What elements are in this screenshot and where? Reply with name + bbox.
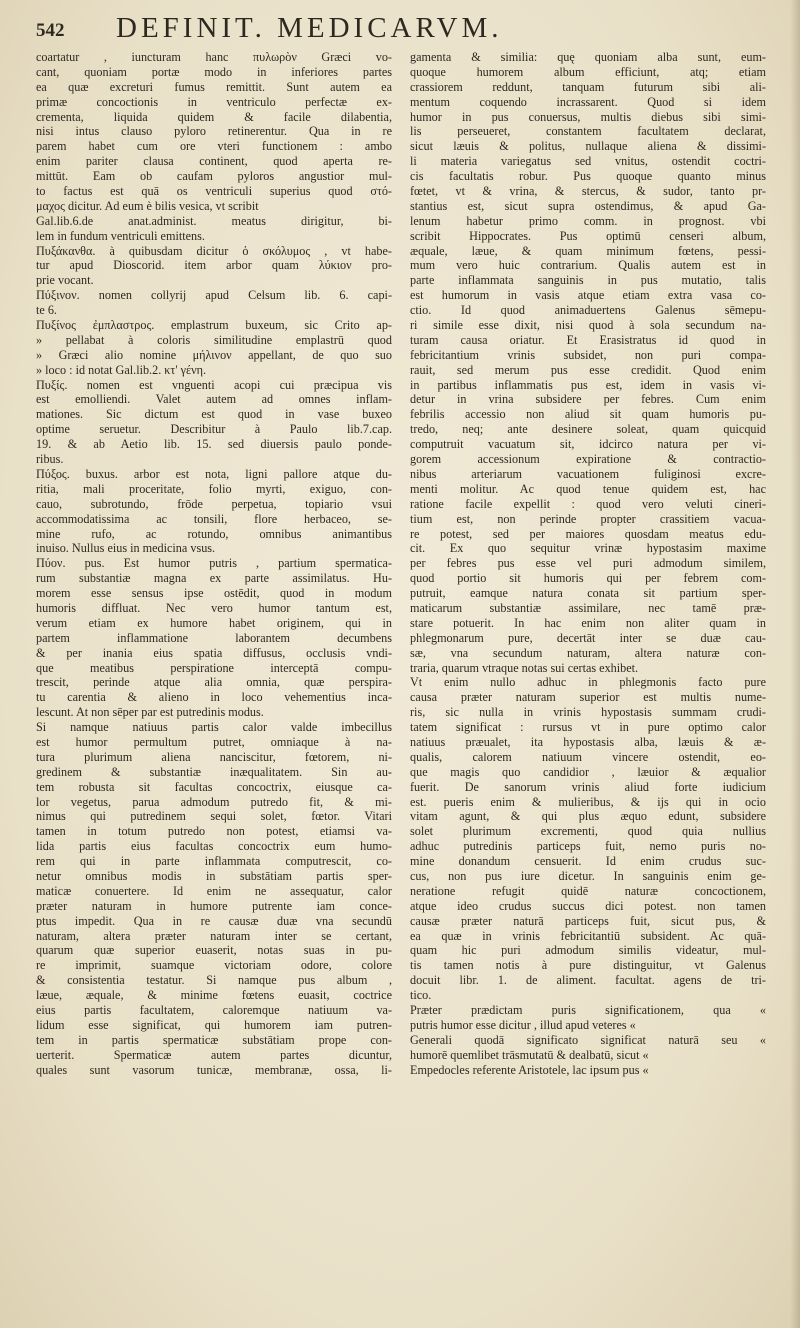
text-line: ritia, mali proceritate, folio myrti, exiguo, con- xyxy=(36,481,392,496)
text-line: adhuc putredinis particeps fuit, nemo puris no- xyxy=(410,839,766,854)
text-line: tis tamen notis à pure distinguitur, vt Galenus xyxy=(410,958,766,973)
text-line: naturam, altera præter naturam inter se certant, xyxy=(36,928,392,943)
text-line: Πυξάκανθα. à quibusdam dicitur ὁ σκόλυμος , vt habe- xyxy=(36,243,392,258)
text-line: partem inflammatione laborantem decumbens xyxy=(36,630,392,645)
text-line: solet plurimum excrementi, quod quia nullius xyxy=(410,824,766,839)
text-line: Generali quodā significato significat naturā seu « xyxy=(410,1032,766,1047)
text-line: ea quæ excreturi fumus remittit. Sunt autem ea xyxy=(36,79,392,94)
running-title: DEFINIT. MEDICARVM. xyxy=(116,12,503,44)
text-line: Πύξος. buxus. arbor est nota, ligni pallore atque du- xyxy=(36,466,392,481)
text-line: lis perseueret, constantem facultatem declarat, xyxy=(410,124,766,139)
text-line: nimus qui putredinem sequi solet, fœtor. Vitari xyxy=(36,809,392,824)
text-line: stare potuerit. In hac enim non aliter quam in xyxy=(410,615,766,630)
text-line: cant, quoniam portæ modo in inferiores partes xyxy=(36,64,392,79)
text-line: netur omnibus modis in substātiam partis sper- xyxy=(36,868,392,883)
text-line: rauit, sed merum pus esse credidit. Quod enim xyxy=(410,362,766,377)
text-line: Si namque natiuus partis calor valde imbecillus xyxy=(36,720,392,735)
text-line: qualis, calorem natiuum vincere ostendit, eo- xyxy=(410,749,766,764)
text-line: re potest, sed per maiores quosdam meatus edu- xyxy=(410,526,766,541)
text-line: crementa, liquida quidem & facile dilabentia, xyxy=(36,109,392,124)
text-line: ribus. xyxy=(36,452,64,467)
text-line: accommodatissima ac tonsili, flore herbaceo, se- xyxy=(36,511,392,526)
text-line: Πύξινον. nomen collyrij apud Celsum lib. 6. capi- xyxy=(36,288,392,303)
text-line: que meatibus perspiratione interceptā compu- xyxy=(36,660,392,675)
text-line: tur apud Dioscorid. item arbor quam λύκιον pro- xyxy=(36,258,392,273)
text-line: quam hic puri admodum similis videatur, mul- xyxy=(410,943,766,958)
text-line: te 6. xyxy=(36,303,57,318)
text-line: ris, sic nulla in vrinis hypostasis summam crudi- xyxy=(410,705,766,720)
text-line: quarum quæ superior euaserit, notas suas in pu- xyxy=(36,943,392,958)
text-line: & per inania eius spatia diffusus, occlusis vndi- xyxy=(36,645,392,660)
text-line: lem in fundum ventriculi emittens. xyxy=(36,228,205,243)
text-line: » pellabat à coloris similitudine emplastrū quod xyxy=(36,332,392,347)
text-line: Πυξίνος ἐμπλαστρος. emplastrum buxeum, sic Crito ap- xyxy=(36,318,392,333)
text-line: nibus arteriarum vacuationem fuliginosi excre- xyxy=(410,466,766,481)
text-line: to factus est quā os ventriculi superius quod στό- xyxy=(36,184,392,199)
text-line: enim pariter clausa continent, quod aperta re- xyxy=(36,154,392,169)
text-line: computruit vacuatum sit, idcirco natura per vi- xyxy=(410,437,766,452)
text-line: lida partis eius facultas concoctrix eum humo- xyxy=(36,839,392,854)
text-line: sicut læuis & politus, nullaque aliena & dissimi- xyxy=(410,139,766,154)
text-line: stantius est, sicut supra ostendimus, & apud Ga- xyxy=(410,198,766,213)
text-line: quales sunt vasorum tunicæ, membranæ, ossa, li- xyxy=(36,1062,392,1077)
text-line: ratione facile expellit : quod vero veluti cineri- xyxy=(410,496,766,511)
text-line: est emolliendi. Valet autem ad omnes inflam- xyxy=(36,392,392,407)
text-line: ri simile esse dixit, nisi quod à sola secundum na- xyxy=(410,318,766,333)
text-line: mationes. Sic dictum est quod in vase buxeo xyxy=(36,407,392,422)
text-line: cauo, subrotundo, frōde perpetua, topiario vsui xyxy=(36,496,392,511)
text-line: optime seruetur. Describitur à Paulo lib.7.cap. xyxy=(36,422,392,437)
text-line: lor vegetus, parua admodum putredo fit, & mi- xyxy=(36,794,392,809)
text-line: tura plurimum aliena nanciscitur, fœtorem, ni- xyxy=(36,749,392,764)
text-line: rem qui in parte inflammata computrescit, co- xyxy=(36,854,392,869)
text-line: est humor permultum putret, omniaque à na- xyxy=(36,734,392,749)
text-line: mine donandum censuerit. Id enim crudus suc- xyxy=(410,854,766,869)
text-line: rum substantiæ magna ex parte assimilatus. Hu- xyxy=(36,571,392,586)
text-line: parte inflammata sanguinis in pus mutatio, talis xyxy=(410,273,766,288)
text-line: ea quæ in vrinis febricitantiū subsident. Ac quā- xyxy=(410,928,766,943)
text-line: est. pueris enim & mulieribus, & ijs qui in ocio xyxy=(410,794,766,809)
text-line: coartatur , iuncturam hanc πυλωρὸν Græci vo- xyxy=(36,50,392,64)
text-line: febricitantium vrinis subsidet, non puri compa- xyxy=(410,347,766,362)
text-line: prie vocant. xyxy=(36,273,94,288)
text-line: inuiso. Nullus eius in medicina vsus. xyxy=(36,541,216,556)
text-line: tico. xyxy=(410,988,432,1003)
text-line: parem habet cum ore vteri functionem : ambo xyxy=(36,139,392,154)
text-line: neratione refugit quidē naturæ concoctionem, xyxy=(410,883,766,898)
text-line: humorē quemlibet trāsmutatū & dealbatū, sicut « xyxy=(410,1047,649,1062)
text-line: trescit, perinde atque alia omnia, quæ perspira- xyxy=(36,675,392,690)
text-line: detur in vrina subsidere per febres. Cum enim xyxy=(410,392,766,407)
text-line: atque ideo crudus succus dici potest. non tamen xyxy=(410,898,766,913)
text-line: scribit Hippocrates. Pus optimū censeri album, xyxy=(410,228,766,243)
page-number: 542 xyxy=(36,20,65,41)
left-text-column xyxy=(36,50,392,1077)
text-line: per febres pus esse vel puri admodum similem, xyxy=(410,556,766,571)
text-line: febrilis accessio non aliud sit quam humoris pu- xyxy=(410,407,766,422)
text-line: li materia variegatus sed vnitus, ostendit coctri- xyxy=(410,154,766,169)
text-line: in partibus inflammatis pus est, idem in vasis vi- xyxy=(410,377,766,392)
text-line: re imprimit, suamque victoriam odore, colore xyxy=(36,958,392,973)
text-line: tu carentia & alieno in loco vehementius inca- xyxy=(36,690,392,705)
text-line: lidum esse significat, qui humorem iam putren- xyxy=(36,1017,392,1032)
text-line: menti molitur. Ac quod tenue quidem est, hac xyxy=(410,481,766,496)
text-line: tamen in totum putredo non potest, etiamsi va- xyxy=(36,824,392,839)
text-line: eius partis facultatem, caloremque natiuum va- xyxy=(36,1003,392,1017)
text-line: tredo, neq; ante desinere soleat, quam quicquid xyxy=(410,422,766,437)
text-line: Empedocles referente Aristotele, lac ipsum pus « xyxy=(410,1062,649,1077)
text-line: putruit, eamque natura conata sit partium sper- xyxy=(410,586,766,601)
text-line: fœtet, vt & vrina, & stercus, & sudor, tanto pr- xyxy=(410,184,766,199)
text-line: docuit libr. 1. de aliment. facultat. agens de tri- xyxy=(410,973,766,988)
text-line: quod portio sit humoris qui per febrem com- xyxy=(410,571,766,586)
text-line: 19. & ab Aetio lib. 15. sed diuersis paulo ponde- xyxy=(36,437,392,452)
text-line: sæ, vna secundum naturam, altera naturæ con- xyxy=(410,645,766,660)
right-text-column xyxy=(410,50,766,1077)
text-line: Gal.lib.6.de anat.administ. meatus dirigitur, bi- xyxy=(36,213,392,228)
text-line: Πύον. pus. Est humor putris , partium spermatica- xyxy=(36,556,392,571)
text-line: phlegmonarum pure, decertāt inter se duæ cau- xyxy=(410,630,766,645)
text-line: » Græci alio nomine μήλινον appellant, de quo suo xyxy=(36,347,392,362)
text-line: lescunt. At non sēper par est putredinis modus. xyxy=(36,705,264,720)
text-line: turam causa oriatur. Et Erasistratus id quod in xyxy=(410,332,766,347)
text-line: est humorum in vasis atque etiam extra vasa co- xyxy=(410,288,766,303)
text-line: vitam agunt, & qui plus æquo edunt, subsidere xyxy=(410,809,766,824)
text-line: Πυξίς. nomen est vnguenti acopi cui præcipua vis xyxy=(36,377,392,392)
text-line: tem robusta sit facultas concoctrix, eiusque ca- xyxy=(36,779,392,794)
text-line: primæ concoctionis in ventriculo perfectæ ex- xyxy=(36,94,392,109)
text-line: crassiorem reddunt, tanquam futurum sibi ali- xyxy=(410,79,766,94)
text-line: quoque humorem album efficiunt, atq; etiam xyxy=(410,64,766,79)
text-line: mine rufo, ac rotundo, omnibus animantibus xyxy=(36,526,392,541)
text-line: humoris diffluat. Nec vero humor tantum est, xyxy=(36,600,392,615)
text-line: ptus impedit. Qua in re causæ duæ vna secundū xyxy=(36,913,392,928)
text-line: gamenta & similia: quę quoniam alba sunt, eum- xyxy=(410,50,766,64)
text-line: & consistentia testatur. Si namque pus album , xyxy=(36,973,392,988)
text-line: nisi intus clauso pyloro retinerentur. Qua in re xyxy=(36,124,392,139)
text-line: morem esse sensus ipse ostēdit, quod in modum xyxy=(36,586,392,601)
text-line: cit. Ex quo sequitur vrinæ hypostasim maxime xyxy=(410,541,766,556)
text-line: natiuus præualet, ita hypostasis alba, læuis & æ- xyxy=(410,734,766,749)
text-line: maticarum substantiæ assimilare, nec tamē præ- xyxy=(410,600,766,615)
text-line: lenum habetur primo comm. in prognost. vbi xyxy=(410,213,766,228)
text-line: fuerit. De sanorum vrinis aliud forte iudicium xyxy=(410,779,766,794)
text-line: gredinem & substantiæ inæqualitatem. Sin au- xyxy=(36,764,392,779)
text-line: præter naturam in humore putrente iam conce- xyxy=(36,898,392,913)
text-line: tium est, non perinde propter crassitiem vacua- xyxy=(410,511,766,526)
text-line: que magis quo candidior , læuior & æqualior xyxy=(410,764,766,779)
text-line: traria, quarum vtraque notas sui certas exhibet. xyxy=(410,660,639,675)
page-header xyxy=(20,12,780,46)
text-line: gorem accessionum expiratione & contractio- xyxy=(410,452,766,467)
text-line: Præter prædictam puris significationem, qua « xyxy=(410,1003,766,1017)
text-line: ctio. Id quod animaduertens Galenus sēmepu- xyxy=(410,303,766,318)
text-line: causa præter naturam superior est multis nume- xyxy=(410,690,766,705)
text-line: mittūt. Eam ob caufam pyloros angustior mul- xyxy=(36,169,392,184)
text-line: Vt enim nullo adhuc in phlegmonis facto pure xyxy=(410,675,766,690)
text-line: putris humor esse dicitur , illud apud veteres « xyxy=(410,1017,636,1032)
text-line: cis facultatis robur. Pus quoque quanto minus xyxy=(410,169,766,184)
text-line: tem in partis spermaticæ substātiam prope con- xyxy=(36,1032,392,1047)
text-line: læue, æquale, & minime fœtens euasit, coctrice xyxy=(36,988,392,1003)
text-line: uerterit. Spermaticæ autem partes dicuntur, xyxy=(36,1047,392,1062)
text-line: humor in pus conuersus, multis diebus sibi simi- xyxy=(410,109,766,124)
text-line: » loco : id notat Gal.lib.2. κτ' γένη. xyxy=(36,362,207,377)
text-line: maticæ conuertere. Id enim ne assequatur, calor xyxy=(36,883,392,898)
text-line: mentum coquendo incrassarent. Quod si idem xyxy=(410,94,766,109)
text-line: tatem significat : rursus vt in pure optimo calor xyxy=(410,720,766,735)
text-line: cus, non pus iure dicetur. In sanguinis enim ge- xyxy=(410,868,766,883)
text-line: μαχος dicitur. Ad eum è bilis vesica, vt scribit xyxy=(36,198,259,213)
text-line: causæ præter naturā particeps fuit, sicut pus, & xyxy=(410,913,766,928)
text-line: verum etiam ex humore habet originem, qui in xyxy=(36,615,392,630)
text-line: æquale, læue, & quam minimum fœtens, pessi- xyxy=(410,243,766,258)
page-edge-shadow xyxy=(790,0,800,1328)
text-line: mum vero huic contrarium. Qualis autem est in xyxy=(410,258,766,273)
